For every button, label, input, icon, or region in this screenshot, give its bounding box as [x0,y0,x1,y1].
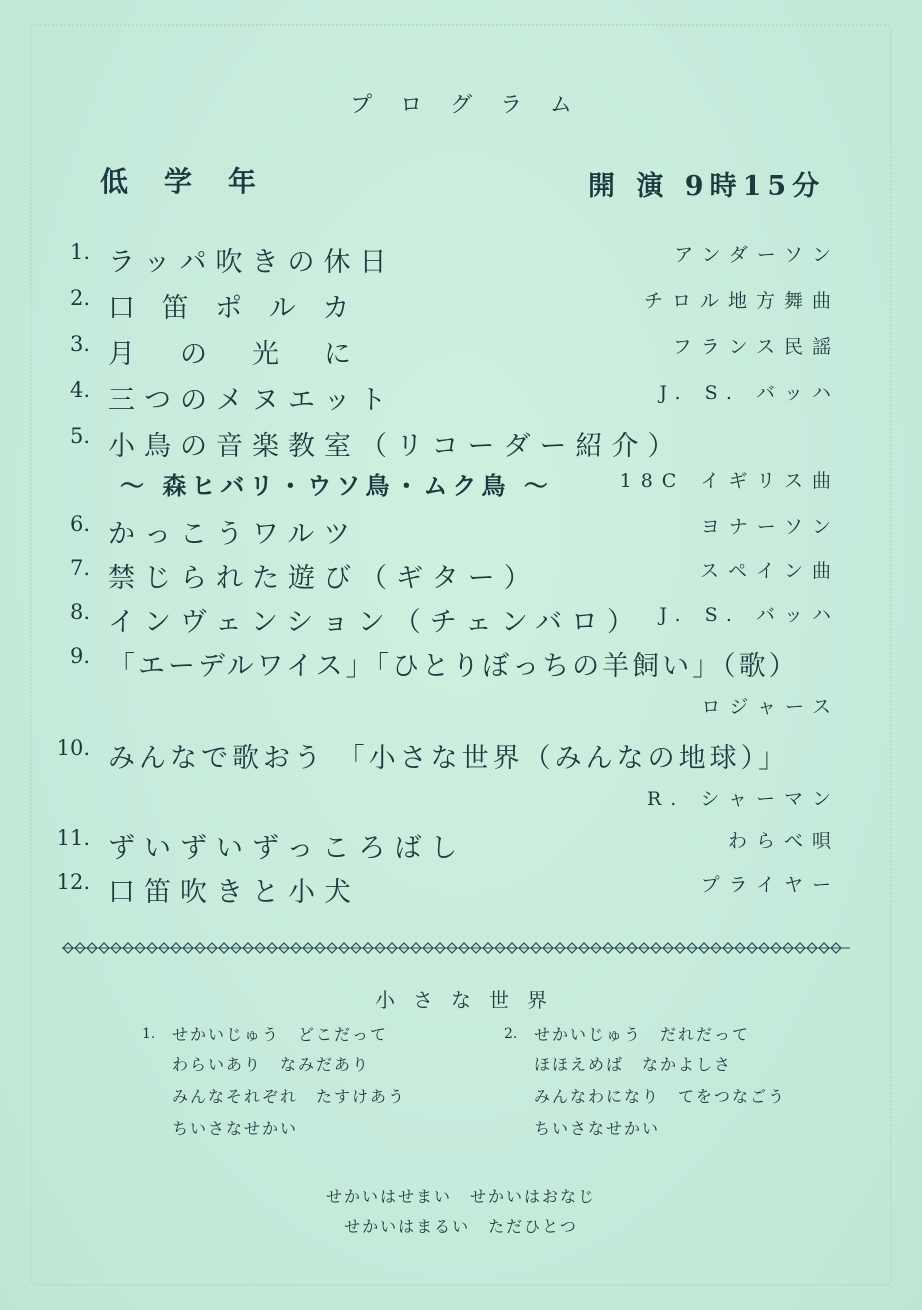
ornamental-divider [62,938,850,958]
item-title: 小鳥の音楽教室（リコーダー紹介） [108,431,684,462]
item-composer: フランス民謡 [672,336,840,358]
lyric-line: せかいじゅう だれだって [534,1025,751,1044]
item-number: 11. [56,826,90,850]
item-composer: アンダーソン [674,244,840,266]
verse-number: 1. [142,1026,156,1042]
item-subtitle: 〜 森ヒバリ・ウソ鳥・ムク鳥 〜 [120,471,553,500]
item-title: かっこうワルツ [108,519,360,550]
item-title: 禁じられた遊び（ギター） [108,563,540,594]
page-title: プログラム [350,93,600,118]
item-title: 三つのメヌエット [108,385,396,416]
item-number: 10. [56,736,90,760]
item-composer: ヨナーソン [700,516,840,538]
item-composer: ロジャース [701,696,840,718]
item-number: 4. [69,378,90,402]
item-title: 「エーデルワイス」「ひとりぼっちの羊飼い」（歌） [108,651,799,682]
item-title: インヴェンション（チェンバロ） [108,607,644,638]
item-composer: スペイン曲 [699,560,840,582]
item-title: みんなで歌おう 「小さな世界（みんなの地球）」 [108,743,790,774]
item-number: 8. [69,600,90,624]
item-composer: J. S. バッハ [659,604,840,626]
item-number: 1. [69,240,90,264]
item-number: 9. [69,644,90,668]
item-title: ずいずいずっころばし [108,833,467,864]
lyric-line: わらいあり なみだあり [172,1055,371,1074]
item-number: 3. [69,332,90,356]
item-number: 7. [69,556,90,580]
item-composer: R. シャーマン [646,788,840,810]
item-title: 月 の 光 に [108,339,360,370]
item-title: ラッパ吹きの休日 [108,247,396,278]
grade-heading: 低学年 [100,165,293,198]
item-number: 2. [69,286,90,310]
lyric-line: みんなそれぞれ たすけあう [172,1087,407,1106]
start-time: 開 演 9時15分 [588,171,826,202]
chorus-line: せかいはまるい ただひとつ [344,1217,578,1236]
song-title: 小さな世界 [375,988,565,1012]
lyric-line: ほほえめば なかよしさ [534,1055,733,1074]
chorus-line: せかいはせまい せかいはおなじ [325,1187,596,1206]
lyric-line: みんなわになり てをつなごう [534,1087,787,1106]
lyric-line: ちいさなせかい [534,1119,661,1138]
item-composer: わらべ唄 [727,830,840,852]
item-composer: 18C イギリス曲 [619,470,840,492]
item-title: 口笛吹きと小犬 [108,877,360,908]
item-number: 6. [69,512,90,536]
lyric-line: せかいじゅう どこだって [172,1025,389,1044]
lyric-line: ちいさなせかい [172,1119,299,1138]
item-title: 口 笛 ポ ル カ [108,293,359,324]
verse-number: 2. [504,1026,518,1042]
item-composer: チロル地方舞曲 [643,290,840,312]
item-number: 5. [69,424,90,448]
item-composer: J. S. バッハ [659,382,840,404]
item-number: 12. [56,870,90,894]
item-composer: プライヤー [700,874,840,896]
